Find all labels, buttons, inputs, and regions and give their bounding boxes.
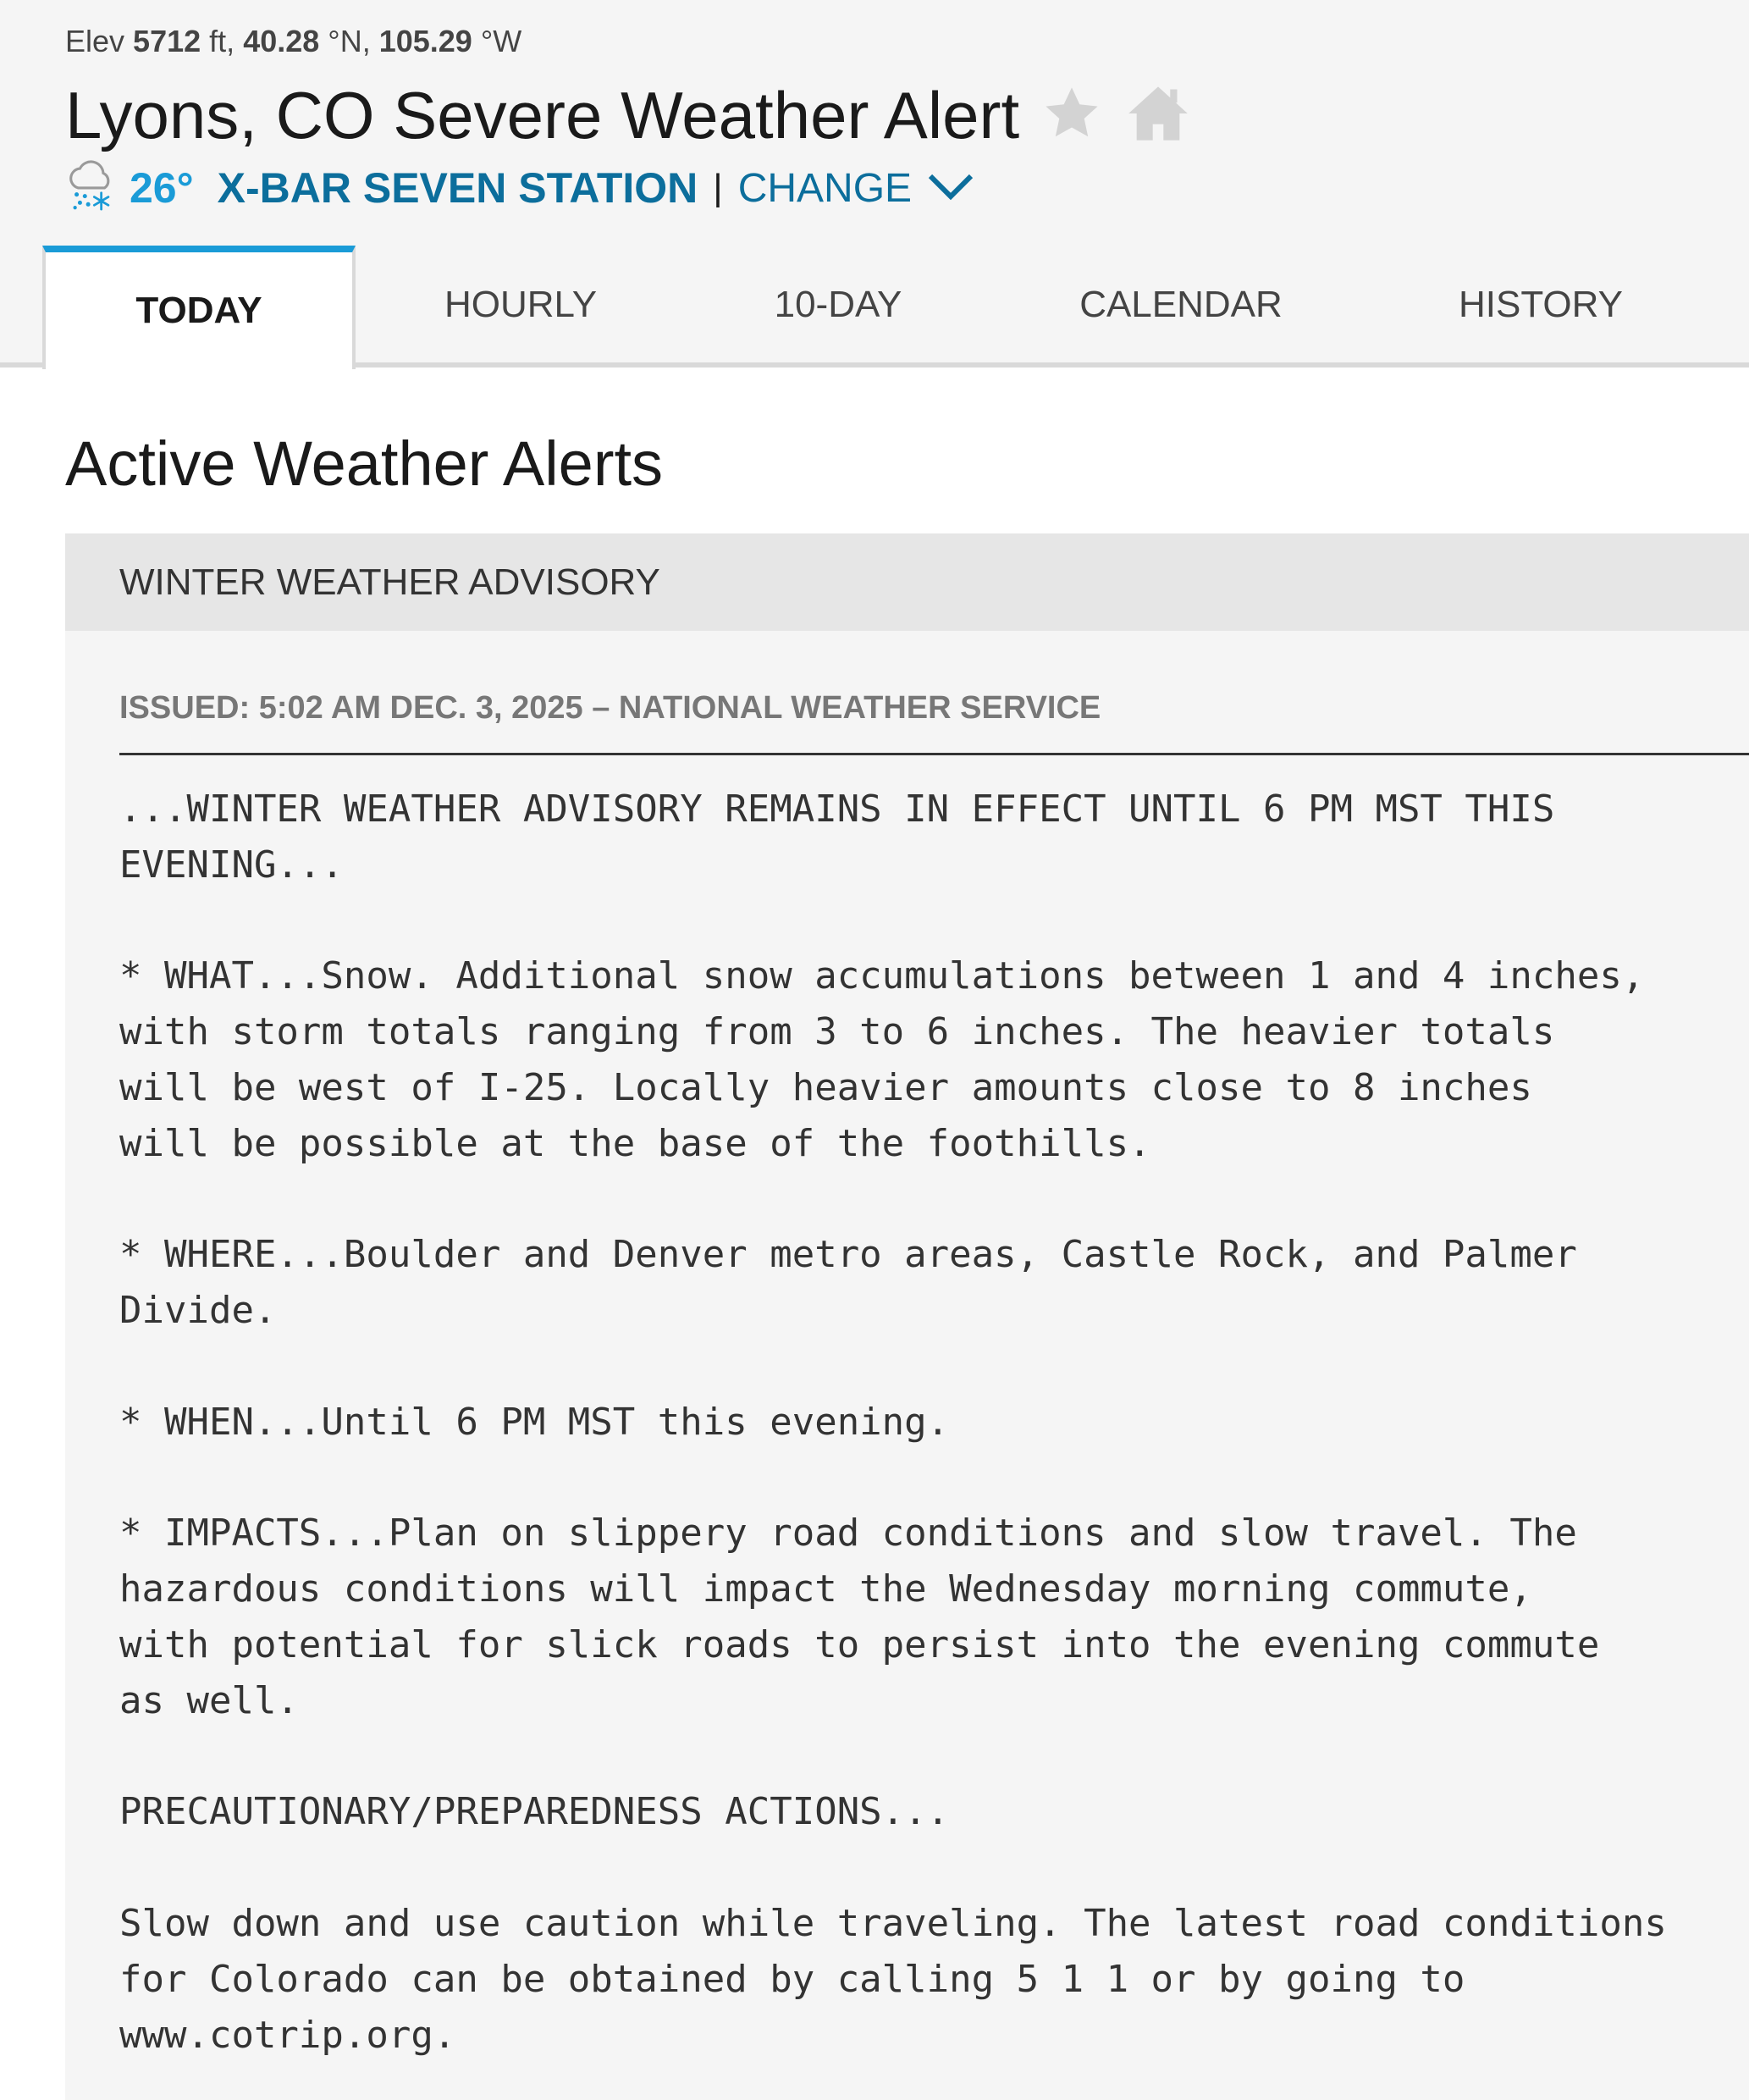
tab-hourly[interactable]: HOURLY [444,284,598,325]
station-name[interactable]: X-BAR SEVEN STATION [217,164,698,212]
alert-issued: ISSUED: 5:02 AM DEC. 3, 2025 – NATIONAL WEATHER SERVICE [119,690,1101,726]
title-row [65,73,1190,158]
alert-type-header[interactable] [65,533,1749,631]
section-title: Active Weather Alerts [65,428,664,499]
tab-today[interactable]: TODAY [42,246,356,369]
alert-when: * WHEN...Until 6 PM MST this evening. [119,1400,950,1444]
location-header [0,0,1749,366]
star-icon[interactable] [1041,83,1102,148]
alert-type: WINTER WEATHER ADVISORY [119,561,660,603]
alert-body [65,631,1749,2100]
elevation-value: 5712 [133,24,201,58]
alert-headline: ...WINTER WEATHER ADVISORY REMAINS IN EFFECT UNTIL 6 PM MST THIS EVENING... [119,788,1555,887]
home-icon[interactable] [1126,83,1190,148]
tab-calendar[interactable]: CALENDAR [1079,284,1283,325]
alert-what: * WHAT...Snow. Additional snow accumulations between 1 and 4 inches, with storm totals ranging from 3 to 6 inches. The heavier totals will be west of I-25. Locally heavier amounts close to 8 inches will be possible at the base of the foothills. [119,954,1645,1165]
alert-actions-heading: PRECAUTIONARY/PREPAREDNESS ACTIONS... [119,1790,950,1834]
alert-text [119,782,1749,2063]
alert-divider [119,753,1749,755]
change-label: CHANGE [737,165,913,211]
lon-unit: °W [480,24,522,58]
alert-where: * WHERE...Boulder and Denver metro areas, Castle Rock, and Palmer Divide. [119,1233,1577,1333]
alert-impacts: * IMPACTS...Plan on slippery road conditions and slow travel. The hazardous conditions will impact the Wednesday morning commute, with potential for slick roads to persist into the evening commute as well. [119,1511,1600,1722]
latitude-value: 40.28 [243,24,320,58]
page-title: Lyons, CO Severe Weather Alert [65,77,1020,152]
current-temperature: 26° [130,164,194,212]
snow-cloud-icon [65,160,118,217]
tab-history[interactable]: HISTORY [1459,284,1623,325]
elev-label: Elev [65,24,125,58]
lat-unit: °N, [328,24,371,58]
change-station-button[interactable] [738,165,974,212]
chevron-down-icon [927,165,974,212]
elev-unit: ft, [209,24,235,58]
longitude-value: 105.29 [378,24,472,58]
alert-actions-text: Slow down and use caution while traveling. The latest road conditions for Colorado can be obtained by calling 5 1 1 or by going to www.cotrip.org. [119,1901,1667,2057]
station-row [65,161,974,215]
tab-10-day[interactable]: 10-DAY [774,284,902,325]
separator: | [713,167,723,208]
elevation-coordinates [65,24,521,59]
